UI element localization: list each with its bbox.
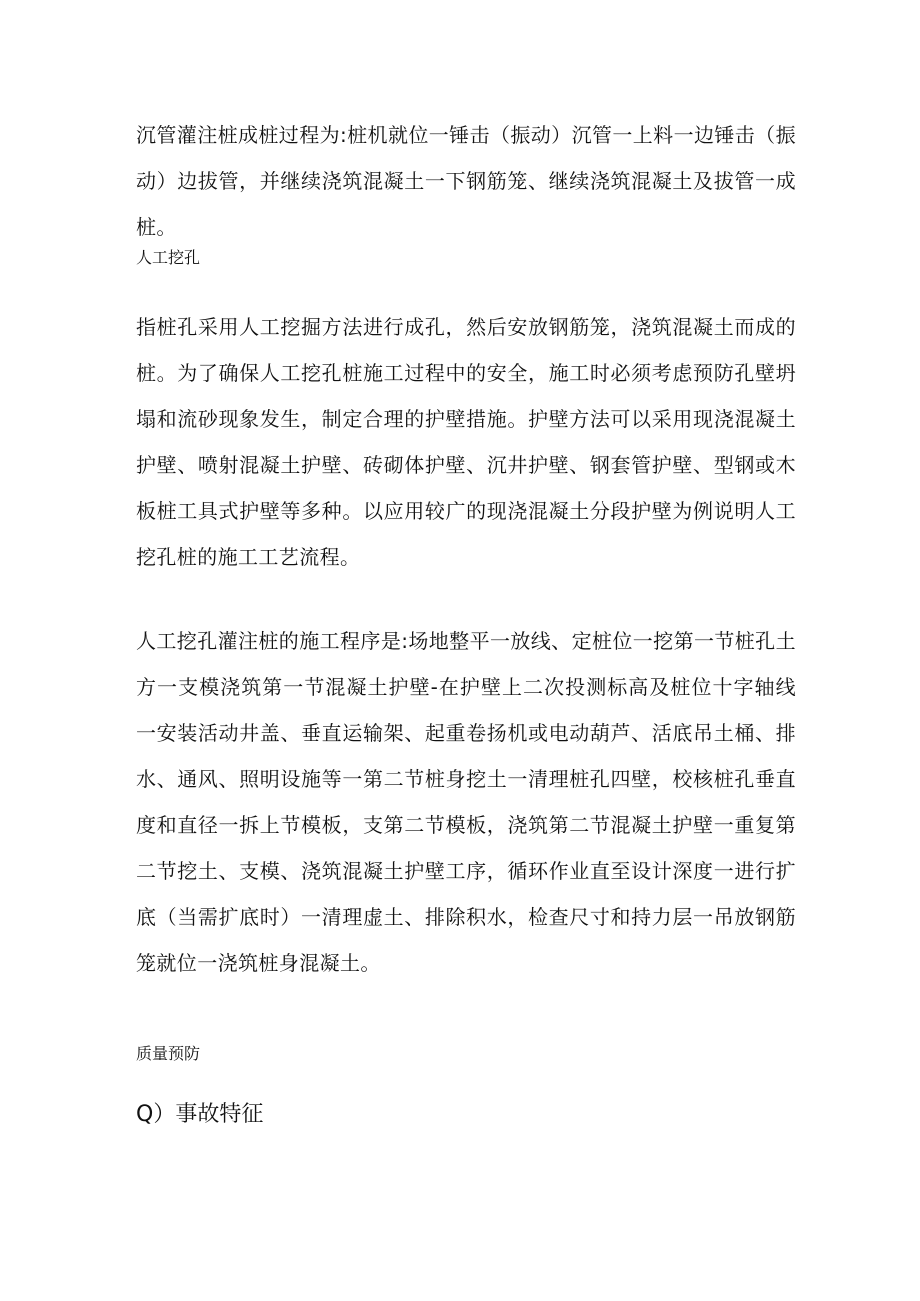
paragraph-manual-hole-procedure: 人工挖孔灌注桩的施工程序是:场地整平一放线、定桩位一挖第一节桩孔土方一支模浇筑第一节混凝土护壁-在护壁上二次投测标高及桩位十字轴线一安装活动井盖、垂直运输架、起重卷扬机或电动葫芦、活底吊土桶、排水、通风、照明设施等一第二节桩身挖土一清理桩孔四壁，校核桩孔垂直度和直径一拆上节模板，支第二节模板，浇筑第二节混凝土护壁一重复第二节挖土、支模、浇筑混凝土护壁工序，循环作业直至设计深度一进行扩底（当需扩底时）一清理虚土、排除积水，检查尺寸和持力层一吊放钢筋笼就位一浇筑桩身混凝土。 [136, 629, 796, 975]
section-heading-manual-hole: 人工挖孔 [136, 248, 201, 267]
section-heading-quality: 质量预防 [136, 1044, 201, 1063]
paragraph-manual-hole-definition: 指桩孔采用人工挖掘方法进行成孔，然后安放钢筋笼，浇筑混凝土而成的桩。为了确保人工挖孔桩施工过程中的安全，施工时必须考虑预防孔壁坍塌和流砂现象发生，制定合理的护壁措施。护壁方法可以采用现浇混凝土护壁、喷射混凝土护壁、砖砌体护壁、沉井护壁、钢套管护壁、型钢或木板桩工具式护壁等多种。以应用较广的现浇混凝土分段护壁为例说明人工挖孔桩的施工工艺流程。 [136, 315, 796, 569]
paragraph-pile-process: 沉管灌注桩成桩过程为:桩机就位一锤击（振动）沉管一上料一边锤击（振动）边拔管，并继续浇筑混凝土一下钢筋笼、继续浇筑混凝土及拔管一成桩。 [136, 123, 796, 239]
subsection-heading-accident: Q）事故特征 [136, 1102, 264, 1127]
